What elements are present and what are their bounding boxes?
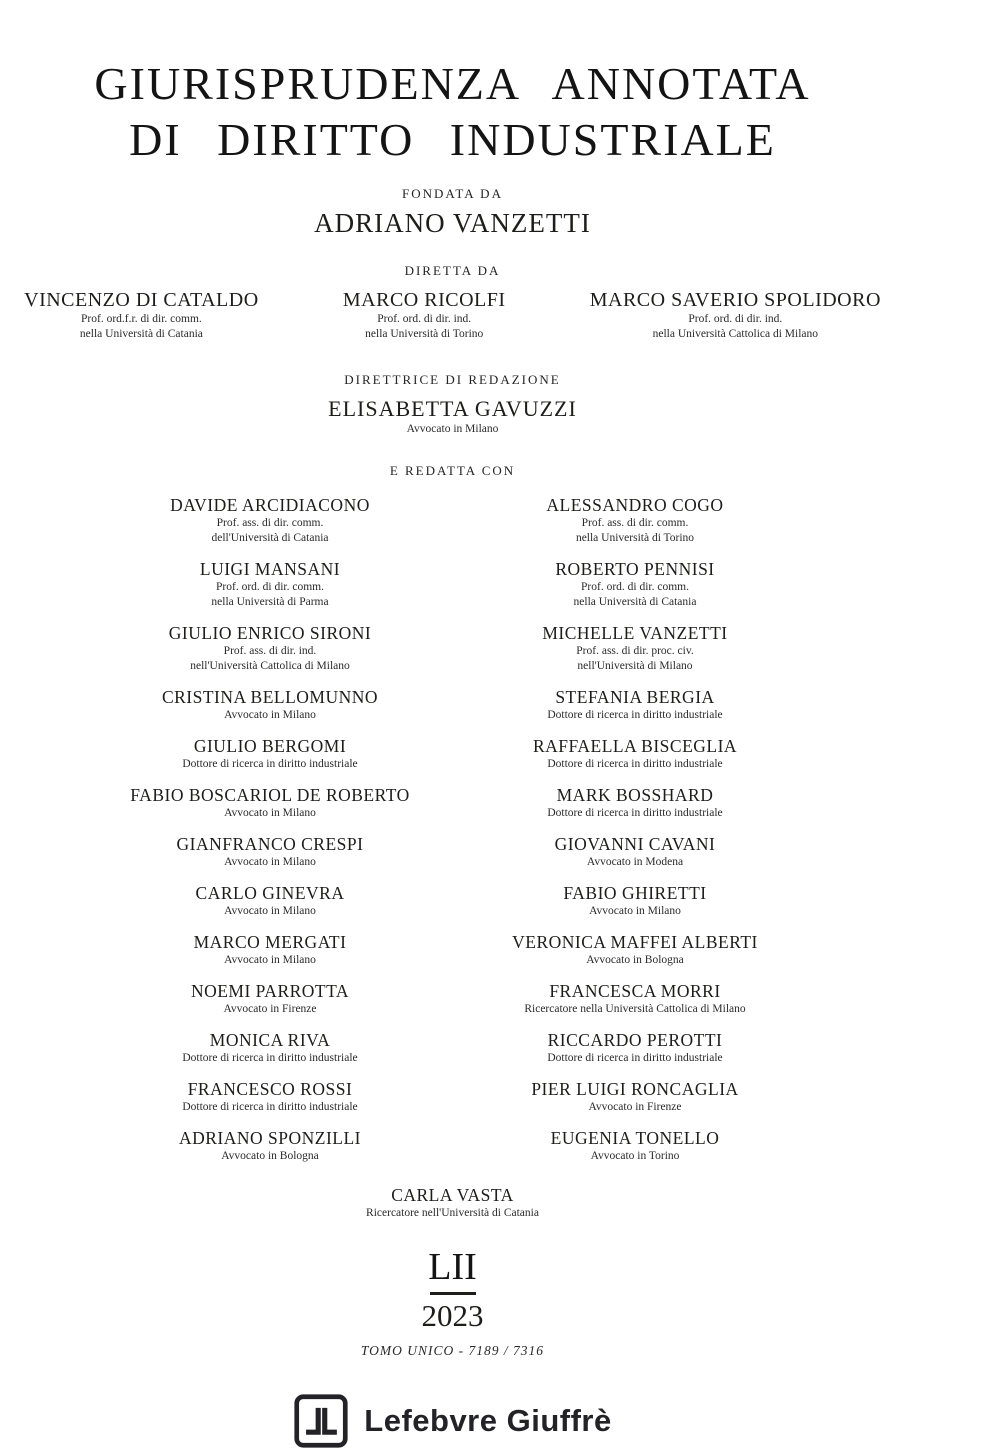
editor-name: FABIO BOSCARIOL DE ROBERTO xyxy=(130,785,410,805)
editor-detail: Ricercatore nell'Università di Catania xyxy=(366,1207,539,1219)
editor-entry xyxy=(88,559,453,610)
editor-detail: nella Università di Parma xyxy=(211,596,329,608)
volume-divider-rule xyxy=(430,1292,476,1295)
editor-entry xyxy=(453,559,818,610)
editor-detail: Avvocato in Milano xyxy=(589,905,681,917)
editor-name: STEFANIA BERGIA xyxy=(555,687,715,707)
volume-roman-numeral: LII xyxy=(428,1246,477,1288)
editor-name: CRISTINA BELLOMUNNO xyxy=(161,687,379,707)
director-role: Prof. ord. di dir. ind. xyxy=(377,313,472,325)
editor-detail: Avvocato in Firenze xyxy=(588,1101,682,1113)
editorial-director-role: Avvocato in Milano xyxy=(406,423,499,435)
editor-detail: Avvocato in Firenze xyxy=(223,1003,317,1015)
title-line-2: DI DIRITTO INDUSTRIALE xyxy=(129,114,776,165)
editor-entry xyxy=(453,981,818,1017)
editor-detail: Avvocato in Modena xyxy=(586,856,684,868)
editor-entry xyxy=(88,981,453,1017)
editor-name: MARCO MERGATI xyxy=(193,932,347,952)
editor-entry xyxy=(88,495,453,546)
editor-entry xyxy=(88,834,453,870)
director-affiliation: nella Università di Catania xyxy=(79,328,203,340)
edited-with-label: E REDATTA CON xyxy=(389,463,516,478)
editor-name: GIOVANNI CAVANI xyxy=(554,834,716,854)
editor-name: ROBERTO PENNISI xyxy=(555,559,715,579)
publisher-block xyxy=(0,1393,905,1449)
editor-entry xyxy=(88,623,453,674)
editor-detail: Dottore di ricerca in diritto industriale xyxy=(547,709,723,721)
editor-entry xyxy=(453,495,818,546)
directed-by-label: DIRETTA DA xyxy=(404,263,501,278)
volume-block xyxy=(0,1247,905,1359)
editor-entry xyxy=(88,785,453,821)
volume-year: 2023 xyxy=(421,1298,484,1333)
editor-entry xyxy=(453,932,818,968)
editor-entry xyxy=(88,1079,453,1115)
editor-detail: Dottore di ricerca in diritto industriale xyxy=(182,758,358,770)
editor-name: MICHELLE VANZETTI xyxy=(542,623,728,643)
editor-entry xyxy=(453,623,818,674)
editor-detail: Dottore di ricerca in diritto industriale xyxy=(547,807,723,819)
editor-entry xyxy=(453,834,818,870)
founder-name: ADRIANO VANZETTI xyxy=(314,208,591,238)
editor-detail: Avvocato in Torino xyxy=(590,1150,680,1162)
editor-detail: Dottore di ricerca in diritto industriale xyxy=(182,1052,358,1064)
editor-name: MONICA RIVA xyxy=(209,1030,331,1050)
editor-name: FRANCESCO ROSSI xyxy=(187,1079,353,1099)
director-name: MARCO RICOLFI xyxy=(342,289,506,311)
editorial-director-label: DIRETTRICE DI REDAZIONE xyxy=(344,372,561,387)
editor-entry xyxy=(453,785,818,821)
editor-name: RICCARDO PEROTTI xyxy=(547,1030,723,1050)
publisher-wordmark: Lefebvre Giuffrè xyxy=(364,1403,612,1438)
editor-name: GIULIO BERGOMI xyxy=(193,736,347,756)
director-role: Prof. ord. di dir. ind. xyxy=(688,313,783,325)
editor-name: ALESSANDRO COGO xyxy=(546,495,724,515)
editor-detail: nell'Università di Milano xyxy=(577,660,693,672)
editor-detail: Avvocato in Milano xyxy=(224,905,316,917)
editor-entry xyxy=(453,883,818,919)
director-name: MARCO SAVERIO SPOLIDORO xyxy=(589,289,881,311)
lefebvre-ll-logo-icon xyxy=(293,1393,349,1449)
editor-name: GIANFRANCO CRESPI xyxy=(176,834,364,854)
directors-row xyxy=(0,289,905,342)
director-affiliation: nella Università di Torino xyxy=(365,328,484,340)
editor-detail: Avvocato in Milano xyxy=(224,807,316,819)
editor-detail: Dottore di ricerca in diritto industriale xyxy=(182,1101,358,1113)
editor-detail: nell'Università Cattolica di Milano xyxy=(190,660,350,672)
editor-entry xyxy=(88,932,453,968)
editor-detail: nella Università di Catania xyxy=(573,596,697,608)
editor-detail: Avvocato in Bologna xyxy=(221,1150,319,1162)
director-affiliation: nella Università Cattolica di Milano xyxy=(652,328,819,340)
editor-detail: Avvocato in Milano xyxy=(224,709,316,721)
editor-entry xyxy=(88,736,453,772)
editor-name: ADRIANO SPONZILLI xyxy=(178,1128,362,1148)
editor-entry xyxy=(453,1128,818,1164)
editor-detail: Dottore di ricerca in diritto industriale xyxy=(547,758,723,770)
editor-name: CARLA VASTA xyxy=(391,1185,514,1205)
tomo-line: TOMO UNICO - 7189 / 7316 xyxy=(360,1343,545,1358)
director-entry xyxy=(0,289,283,342)
editor-name: GIULIO ENRICO SIRONI xyxy=(168,623,372,643)
editor-detail: Avvocato in Milano xyxy=(224,954,316,966)
editor-name: FRANCESCA MORRI xyxy=(549,981,721,1001)
editor-detail: Prof. ord. di dir. comm. xyxy=(581,581,689,593)
editor-entry xyxy=(88,1128,453,1164)
editor-name: LUIGI MANSANI xyxy=(199,559,341,579)
editor-detail: Prof. ord. di dir. comm. xyxy=(216,581,324,593)
editor-detail: Prof. ass. di dir. comm. xyxy=(216,517,324,529)
page-title xyxy=(0,56,905,168)
editor-detail: Avvocato in Bologna xyxy=(586,954,684,966)
editor-detail: Prof. ass. di dir. proc. civ. xyxy=(576,645,694,657)
editor-entry xyxy=(453,736,818,772)
editor-name: RAFFAELLA BISCEGLIA xyxy=(532,736,738,756)
editor-entry xyxy=(88,1030,453,1066)
editor-entry xyxy=(88,883,453,919)
editor-name: CARLO GINEVRA xyxy=(195,883,345,903)
editor-detail: nella Università di Torino xyxy=(575,532,695,544)
editor-detail: Dottore di ricerca in diritto industriale xyxy=(547,1052,723,1064)
editor-name: PIER LUIGI RONCAGLIA xyxy=(531,1079,739,1099)
editor-name: FABIO GHIRETTI xyxy=(563,883,707,903)
editor-name: EUGENIA TONELLO xyxy=(550,1128,720,1148)
final-editor-entry xyxy=(0,1185,905,1221)
editorial-director-name: ELISABETTA GAVUZZI xyxy=(328,396,577,421)
founded-by-label: FONDATA DA xyxy=(402,186,503,201)
director-role: Prof. ord.f.r. di dir. comm. xyxy=(81,313,202,325)
editor-name: NOEMI PARROTTA xyxy=(190,981,350,1001)
editor-detail: Prof. ass. di dir. comm. xyxy=(581,517,689,529)
editor-detail: Ricercatore nella Università Cattolica di Milano xyxy=(524,1003,746,1015)
director-name: VINCENZO DI CATALDO xyxy=(24,289,259,311)
editor-entry xyxy=(453,1079,818,1115)
editor-detail: Prof. ass. di dir. ind. xyxy=(223,645,317,657)
editors-grid xyxy=(88,495,818,1177)
editor-name: VERONICA MAFFEI ALBERTI xyxy=(512,932,758,952)
editor-detail: dell'Università di Catania xyxy=(211,532,329,544)
director-entry xyxy=(283,289,566,342)
title-line-1: GIURISPRUDENZA ANNOTATA xyxy=(94,58,811,109)
editor-entry xyxy=(88,687,453,723)
editor-name: DAVIDE ARCIDIACONO xyxy=(170,495,370,515)
editor-detail: Avvocato in Milano xyxy=(224,856,316,868)
director-entry xyxy=(566,289,905,342)
editor-entry xyxy=(453,687,818,723)
editor-name: MARK BOSSHARD xyxy=(556,785,714,805)
editor-entry xyxy=(453,1030,818,1066)
